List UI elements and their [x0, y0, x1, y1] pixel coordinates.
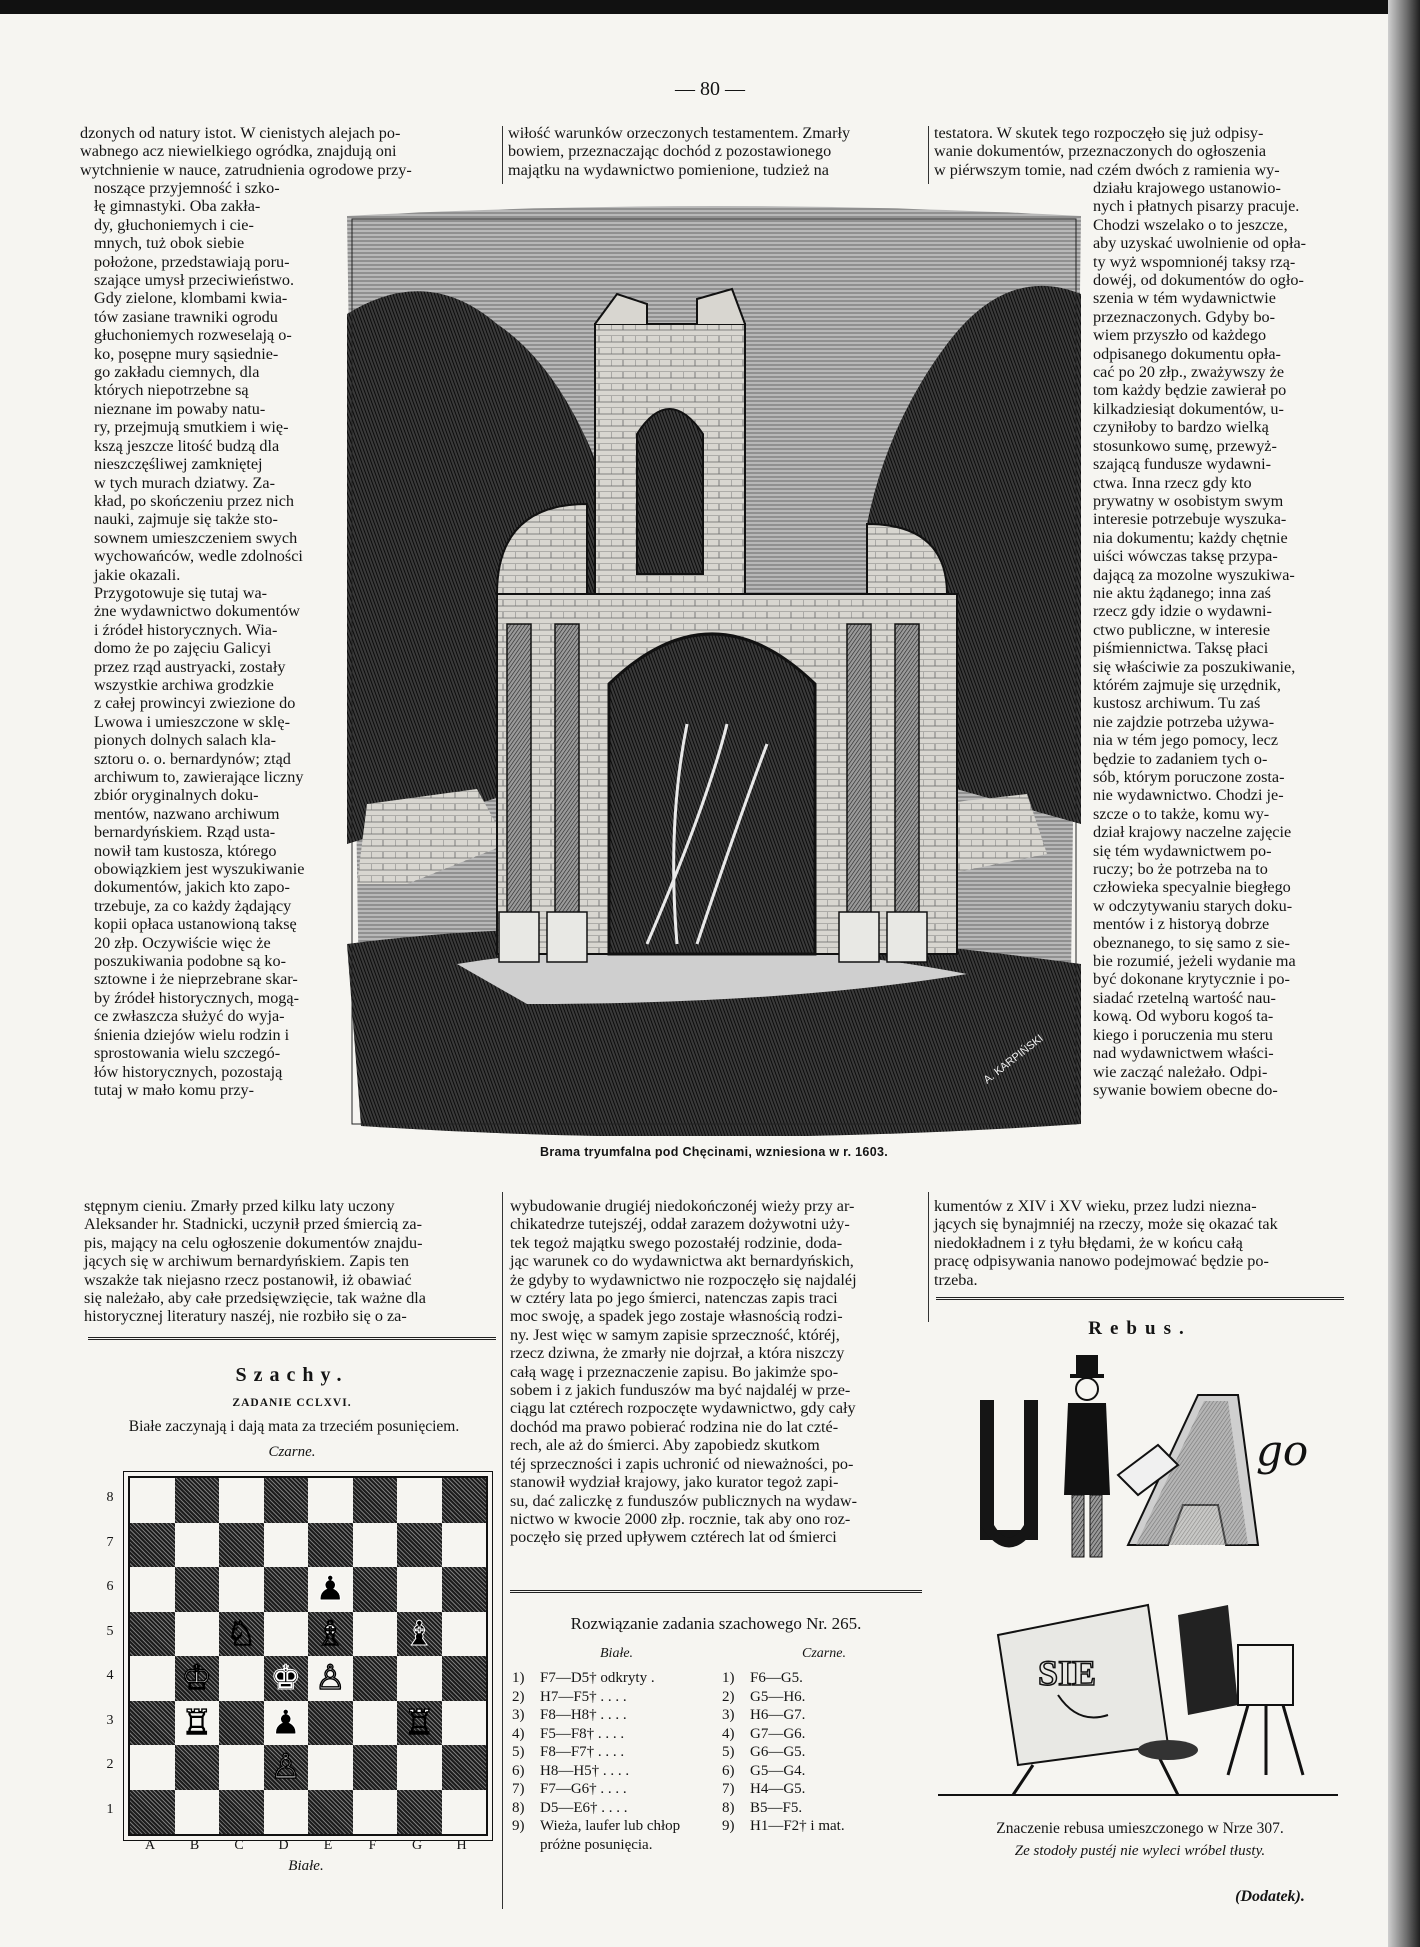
text-line: że gdyby to wydawnictwo nie rozpoczęło się najdaléj [510, 1270, 857, 1289]
text-line: w cztéry lata po jego śmierci, natenczas zapis traci [510, 1289, 838, 1308]
chess-square [308, 1701, 353, 1746]
text-line: rzecz gdy idzie o wydawni- [1093, 602, 1272, 621]
text-line: w odczytywaniu starych doku- [1093, 896, 1293, 915]
rebus-picture [938, 1355, 1338, 1805]
scan-top-edge [0, 0, 1420, 14]
chess-piece-white-bishop: ♗ [315, 1613, 346, 1654]
chess-square [130, 1656, 175, 1701]
text-line: łę gimnastyki. Oba zakła- [94, 197, 261, 216]
text-line: nad wydawnictwem właści- [1093, 1044, 1274, 1063]
text-line: trzebuje, za co każdy żądający [94, 896, 292, 915]
solution-black-number: 2) [722, 1688, 735, 1705]
text-line: nie wydawnictwo. Chodzi je- [1093, 786, 1284, 805]
text-line: historycznej literatury naszéj, nie rozbiło się o za- [84, 1307, 407, 1326]
text-line: Lwowa i umieszczone w sklę- [94, 712, 290, 731]
text-line: by źródeł historycznych, mogą- [94, 988, 299, 1007]
solution-white-move: H7—F5† . . . . [540, 1688, 627, 1705]
page-number: — 80 — [675, 78, 745, 100]
left-column-bottom-text [84, 1197, 496, 1326]
text-line: piśmiennictwa. Taksę płaci [1093, 639, 1269, 658]
text-line: ce zwłaszcza służyć do wyja- [94, 1007, 285, 1026]
chess-file-label: E [323, 1838, 333, 1853]
text-line: bowiem, przeznaczając dochód z pozostawionego [508, 142, 832, 161]
chess-rank-label: 1 [106, 1801, 114, 1817]
text-line: się należało, aby całe przedsięwzięcie, tak ważne dla [84, 1289, 426, 1308]
text-line: testatora. W skutek tego rozpoczęło się już odpisy- [934, 124, 1264, 142]
chess-square [353, 1790, 398, 1835]
chess-section-rule [88, 1337, 496, 1340]
solution-black-number: 9) [722, 1818, 735, 1834]
text-line: interesie potrzebuje wyszuka- [1093, 510, 1287, 529]
text-line: tutaj w mało komu przy- [94, 1080, 255, 1099]
text-line: kową. Od wyboru kogoś ta- [1093, 1007, 1274, 1026]
text-line: dochód ma prawo pobierać rodzina nie do lat czté- [510, 1417, 839, 1436]
chess-rank-label: 7 [106, 1534, 114, 1550]
chess-square [397, 1567, 442, 1612]
chess-piece-white-rook: ♖ [181, 1702, 212, 1743]
solution-white-move: D5—E6† . . . . [540, 1799, 628, 1816]
text-line: i źródeł historycznych. Wia- [94, 620, 278, 639]
text-line: sownem umieszczeniem swych [94, 528, 298, 547]
solution-white-move: F7—G6† . . . . [540, 1781, 627, 1797]
text-line: bernardyńskiem. Rząd usta- [94, 823, 276, 842]
chess-square [308, 1478, 353, 1523]
chess-square [397, 1745, 442, 1790]
solution-black-number: 4) [722, 1725, 735, 1742]
text-line: ny. Jest więc w samym zapisie sprzeczność, któréj, [510, 1325, 840, 1344]
text-line: nie aktu żądanego; inna zaś [1093, 583, 1271, 602]
text-line: trzeba. [934, 1270, 978, 1289]
solution-white-header: Białe. [600, 1646, 634, 1661]
chess-square [219, 1745, 264, 1790]
chess-square [353, 1567, 398, 1612]
text-line: ctwa. Inna rzecz gdy kto [1093, 473, 1252, 492]
text-line: poszukiwania podobne są ko- [94, 952, 286, 971]
chess-square [397, 1790, 442, 1835]
text-line: kiego i poruczenia mu steru [1093, 1025, 1273, 1044]
text-line: moc swoję, a spadek jego zostaje własnością rodzi- [510, 1307, 843, 1326]
solution-black-number: 8) [722, 1799, 735, 1816]
text-line: poczęło się przed upływem cztérech lat od śmierci [510, 1528, 837, 1547]
text-line: noszące przyjemność i szko- [94, 179, 280, 197]
gentleman-with-top-hat [1064, 1355, 1110, 1557]
solution-move-number: 5) [512, 1744, 525, 1760]
gate-archway [609, 634, 815, 954]
chess-piece-black-king: ♚ [270, 1658, 301, 1698]
chess-square [219, 1478, 264, 1523]
chess-piece-white-pawn: ♙ [315, 1658, 346, 1698]
chess-square [219, 1790, 264, 1835]
solution-white-move: H8—H5† . . . . [540, 1762, 630, 1779]
solution-black-move: H1—F2† i mat. [750, 1818, 845, 1834]
middle-column-top-text [508, 124, 922, 179]
text-line: sprostowania wielu szczegó- [94, 1044, 281, 1063]
text-line: niedokładnem i z tyłu błędami, że w końcu całą [934, 1233, 1243, 1252]
chess-square [442, 1612, 487, 1657]
column-rule-left-bottom [502, 1192, 503, 1909]
chess-square [353, 1478, 398, 1523]
text-line: pis, mający na celu ogłoszenie dokumentów znajdu- [84, 1233, 423, 1252]
chess-black-label: Czarne. [268, 1444, 316, 1460]
text-line: w tych murach dziatwy. Za- [94, 473, 275, 492]
middle-column-bottom-text [510, 1197, 922, 1547]
text-line: będzie to zadaniem tych o- [1093, 749, 1268, 768]
text-line: obowiązkiem jest wyszukiwanie [94, 860, 305, 879]
text-line: kustosz archiwum. Tu zaś [1093, 694, 1261, 713]
text-line: Przygotowuje się tutaj wa- [94, 583, 268, 602]
text-line: szającą fundusze wydawni- [1093, 455, 1271, 474]
text-line: domo że po zajęciu Galicyi [94, 639, 272, 658]
easel-text: SIE [1038, 1653, 1097, 1693]
right-column-wrap-text [1093, 179, 1343, 1099]
chess-piece-white-king: ♔ [181, 1658, 212, 1698]
text-line: dzonych od natury istot. W cienistych alejach po- [80, 124, 401, 142]
chess-square [175, 1523, 220, 1568]
solution-black-number: 1) [722, 1670, 735, 1686]
chess-square [442, 1567, 487, 1612]
text-line: tom każdy będzie zawierał po [1093, 381, 1287, 400]
text-line: zbiór oryginalnych doku- [94, 786, 259, 805]
text-line: szające umysł przeciwieństwo. [94, 271, 295, 290]
text-line: stosunkowo sumę, przewyż- [1093, 436, 1277, 455]
chess-square [264, 1523, 309, 1568]
chess-board [128, 1476, 488, 1836]
text-line: sób, którym poruczone zosta- [1093, 768, 1285, 786]
text-line: rzecz dziwna, że zmarły nie dojrzał, a która niszczy [510, 1344, 845, 1363]
text-line: ty wyż wspomnionéj taksy rzą- [1093, 252, 1296, 271]
text-line: dowéj, od dokumentów do ogło- [1093, 271, 1304, 290]
painter-easel-scene [938, 1605, 1338, 1795]
chess-file-label: H [456, 1838, 467, 1853]
text-line: chikatedrze tutejszéj, oddał zarazem dożywotni uży- [510, 1215, 850, 1234]
chess-file-label: F [368, 1838, 377, 1853]
chess-square [219, 1656, 264, 1701]
chess-square [175, 1790, 220, 1835]
text-line: całą wagę i przeznaczenie zapisu. Bo jakimże spo- [510, 1362, 839, 1381]
text-line: siadać rzetelną wartość nau- [1093, 988, 1276, 1007]
column-rule-right-top [928, 126, 929, 184]
illustration-caption: Brama tryumfalna pod Chęcinami, wzniesiona w r. 1603. [540, 1145, 888, 1159]
solution-black-move: G7—G6. [750, 1725, 806, 1742]
solution-black-number: 3) [722, 1707, 735, 1723]
left-column-top-text [80, 124, 496, 179]
text-line: sztowne i że nieprzebrane skar- [94, 970, 298, 989]
text-line: łów historycznych, pozostają [94, 1062, 283, 1081]
chess-square [397, 1523, 442, 1568]
chess-file-label: A [144, 1838, 156, 1853]
text-line: szcze o to także, komu wy- [1093, 804, 1270, 823]
solution-black-move: G5—G4. [750, 1762, 806, 1779]
chess-square [353, 1612, 398, 1657]
chess-piece-black-pawn: ♟ [315, 1569, 346, 1609]
text-line: go zakładu ciemnych, dla [94, 363, 260, 382]
text-line: którém zajmuje się urzędnik, [1093, 675, 1281, 694]
text-line: Gdy zielone, klombami kwia- [94, 289, 288, 308]
solution-white-move: Wieża, laufer lub chłop [540, 1818, 681, 1834]
solution-move-number: 7) [512, 1781, 525, 1797]
supplement-note: (Dodatek). [1235, 1888, 1305, 1905]
chess-square [130, 1523, 175, 1568]
text-line: stępnym cieniu. Zmarły przed kilku laty uczony [84, 1197, 395, 1215]
chess-rank-label: 4 [106, 1668, 114, 1683]
text-line: sobem i z jakich funduszów ma być najdaléj w prze- [510, 1381, 851, 1400]
chess-white-label: Białe. [288, 1858, 324, 1874]
solution-black-move: H6—G7. [750, 1707, 806, 1723]
text-line: cać po 20 złp., zważywszy że [1093, 363, 1285, 382]
text-line: nia w tém jego pomocy, lecz [1093, 731, 1279, 750]
text-line: stanowił wydział krajowy, jako kurator tegoż zapi- [510, 1473, 839, 1492]
chess-square [264, 1567, 309, 1612]
chess-square [175, 1478, 220, 1523]
solution-white-move: F8—H8† . . . . [540, 1707, 627, 1723]
text-line: tek tegoż majątku swego pozostałéj rodzinie, doda- [510, 1233, 843, 1252]
rebus-title: Rebus. [1088, 1318, 1192, 1339]
text-line: dającą za mozolne wyszukiwa- [1093, 565, 1295, 584]
page-gutter-edge [1388, 0, 1420, 1947]
column-rule-left-top [502, 126, 503, 184]
solution-move-number: 8) [512, 1799, 525, 1816]
text-line: Chodzi wszelako o to jeszcze, [1093, 215, 1288, 234]
text-line: głuchoniemych rozweselają o- [94, 326, 292, 345]
chess-file-label: G [411, 1838, 423, 1853]
rebus-answer-title: Znaczenie rebusa umieszczonego w Nrze 307. [996, 1820, 1284, 1837]
solution-white-move: próżne posunięcia. [540, 1836, 653, 1853]
text-line: wiem przyszło od każdego [1093, 326, 1267, 345]
chess-square [219, 1701, 264, 1746]
text-line: wytchnienie w nauce, zatrudnienia ogrodowe przy- [80, 160, 412, 179]
solution-black-move: B5—F5. [750, 1799, 803, 1816]
rebus-section-rule [936, 1297, 1344, 1300]
text-line: téj sprzeczności i zapis uchronić od nieważności, po- [510, 1454, 854, 1473]
text-line: nych i płatnych pisarzy pracuje. [1093, 197, 1300, 216]
text-line: żne wydawnictwo dokumentów [94, 602, 300, 621]
text-line: archiwum to, zawierające liczny [94, 768, 304, 786]
chess-problem-number: ZADANIE CCLXVI. [232, 1397, 352, 1409]
chess-square [397, 1478, 442, 1523]
text-line: kszą jeszcze litość budzą dla [94, 436, 280, 455]
text-line: ry, przejmują smutkiem i wię- [94, 418, 289, 437]
chess-rank-label: 8 [106, 1490, 114, 1505]
text-line: sztoru o. o. bernardynów; ztąd [94, 749, 291, 768]
chess-rank-label: 6 [106, 1579, 114, 1594]
text-line: dy, głuchoniemych i cie- [94, 215, 254, 234]
text-line: działu krajowego ustanowio- [1093, 179, 1281, 197]
text-line: jących się w archiwum bernardyńskiem. Zapis ten [84, 1252, 409, 1271]
chess-square [442, 1790, 487, 1835]
text-line: nictwo w kwocie 2000 złp. rocznie, tak aby ono roz- [510, 1509, 851, 1528]
text-line: sywanie bowiem obecne do- [1093, 1080, 1278, 1099]
text-line: człowieka specyalnie biegłego [1093, 878, 1291, 897]
right-column-top-text [934, 124, 1348, 179]
text-line: wie zacząć należało. Odpi- [1093, 1062, 1268, 1081]
chess-square [219, 1523, 264, 1568]
text-line: nauki, zajmuje się także sto- [94, 510, 278, 529]
engraver-signature: A. KARPIŃSKI [981, 1032, 1046, 1087]
solution-move-number: 3) [512, 1707, 525, 1723]
text-line: kumentów z XIV i XV wieku, przez ludzi niezna- [934, 1197, 1257, 1215]
text-line: nieszczęśliwej zamkniętej [94, 455, 263, 474]
text-line: śnienia dziejów wielu rodzin i [94, 1025, 290, 1044]
chess-piece-white-rook: ♖ [404, 1702, 435, 1743]
triumphal-gate-engraving [347, 204, 1081, 1136]
text-line: nowił tam kustosza, którego [94, 841, 277, 860]
text-line: wszystkie archiwa grodzkie [94, 675, 274, 694]
solution-black-move: H4—G5. [750, 1781, 806, 1797]
text-line: pracę odpisywania nanowo podejmować będzie po- [934, 1252, 1269, 1271]
text-line: jących się bynajmniéj na rzeczy, może się okazać tak [934, 1215, 1278, 1234]
solution-white-move: F7—D5† odkryty . [540, 1670, 655, 1686]
text-line: wybudowanie drugiéj niedokończonéj wieży przy ar- [510, 1197, 855, 1215]
chess-square [130, 1701, 175, 1746]
chess-square [264, 1612, 309, 1657]
text-line: 20 złp. Oczywiście więc że [94, 933, 271, 952]
chess-square [175, 1745, 220, 1790]
text-line: ruczy; bo że potrzeba na to [1093, 860, 1268, 879]
solution-black-move: G6—G5. [750, 1744, 806, 1760]
text-line: wiłość warunków orzeczonych testamentem. Zmarły [508, 124, 851, 142]
chess-square [175, 1612, 220, 1657]
solution-black-header: Czarne. [802, 1646, 846, 1661]
text-line: ctwo publiczne, w interesie [1093, 620, 1271, 639]
text-line: kilkadziesiąt dokumentów, u- [1093, 399, 1284, 418]
solution-section-rule [510, 1590, 922, 1593]
chess-square [130, 1478, 175, 1523]
chess-piece-white-knight: ♘ [226, 1613, 257, 1654]
solution-move-number: 2) [512, 1688, 525, 1705]
text-line: kład, po skończeniu przez nich [94, 491, 295, 510]
chess-square [264, 1790, 309, 1835]
text-line: Aleksander hr. Stadnicki, uczynił przed śmiercią za- [84, 1215, 423, 1234]
text-line: czyniłoby to bardzo wielką [1093, 418, 1269, 437]
text-line: jakie okazali. [94, 565, 181, 584]
solution-black-number: 7) [722, 1781, 735, 1797]
text-line: nie zajdzie potrzeba używa- [1093, 712, 1275, 731]
solution-black-number: 6) [722, 1762, 735, 1779]
chess-piece-black-pawn: ♟ [270, 1702, 301, 1743]
chess-square [442, 1478, 487, 1523]
text-line: przeznaczonych. Gdyby bo- [1093, 307, 1276, 326]
text-line: obeznanego, to się samo z sie- [1093, 933, 1290, 952]
chess-square [442, 1656, 487, 1701]
text-line: majątku na wydawnictwo pomienione, tudzież na [508, 160, 829, 179]
text-line: wszakże tak niejasno rzecz postanowił, iż obawiać [84, 1270, 412, 1289]
text-line: mnych, tuż obok siebie [94, 234, 245, 253]
solution-black-number: 5) [722, 1744, 735, 1760]
text-line: dział krajowy naczelne zajęcie [1093, 823, 1292, 842]
chess-piece-black-bishop: ♝ [404, 1613, 435, 1654]
rebus-answer: Ze stodoły pustéj nie wyleci wróbel tłusty. [1014, 1843, 1266, 1859]
text-line: położone, przedstawiają poru- [94, 252, 290, 271]
text-line: su, dać zaliczkę z funduszów publicznych na wydaw- [510, 1491, 857, 1510]
chess-rank-label: 3 [106, 1712, 114, 1728]
text-line: nieznane im powaby natu- [94, 399, 266, 418]
text-line: jąc warunek co do wydawnictwa akt bernardyńskich, [510, 1252, 854, 1271]
text-line: ciągu lat cztérech rozpoczęte wydawnictwo, gdy cały [510, 1399, 856, 1418]
text-line: ko, posępne mury sąsiednie- [94, 344, 279, 363]
text-line: pionych dolnych salach kla- [94, 731, 277, 750]
text-line: rech, ale aż do śmierci. Aby zapobiedz skutkom [510, 1436, 820, 1455]
text-line: wychowańców, wedle zdolności [94, 547, 303, 566]
chess-square [442, 1523, 487, 1568]
chess-square [353, 1656, 398, 1701]
text-line: z całej prowincyi zwiezione do [94, 694, 296, 713]
column-rule-right-bottom [928, 1192, 929, 1322]
text-line: nia dokumentu; każdy chętnie [1093, 528, 1288, 547]
text-line: bie rozumié, jeżeli wydanie ma [1093, 952, 1296, 971]
text-line: przez rząd austryacki, zostały [94, 657, 286, 676]
chess-piece-white-pawn: ♙ [270, 1747, 301, 1787]
chess-square [130, 1567, 175, 1612]
solution-move-number: 4) [512, 1725, 525, 1742]
chess-square [308, 1523, 353, 1568]
text-line: w piérwszym tomie, nad czém dwóch z ramienia wy- [934, 160, 1280, 179]
chess-square [442, 1745, 487, 1790]
chess-instruction: Białe zaczynają i dają mata za trzeciém posunięciem. [128, 1418, 460, 1435]
rebus-letter-a [1118, 1395, 1258, 1545]
gate-niche [637, 409, 703, 574]
text-line: kopii opłaca ustanowioną taksę [94, 915, 297, 934]
solution-white-move: F8—F7† . . . . [540, 1744, 625, 1760]
text-line: wabnego acz niewielkiego ogródka, znajdują oni [80, 142, 397, 161]
chess-square [353, 1745, 398, 1790]
chess-square [175, 1567, 220, 1612]
chess-square [264, 1478, 309, 1523]
solution-move-number: 1) [512, 1670, 525, 1686]
text-line: tów zasiane trawniki ogrodu [94, 307, 278, 326]
left-column-wrap-text [94, 179, 328, 1099]
solution-white-move: F5—F8† . . . . [540, 1725, 625, 1742]
text-line: się tém wydawnictwem po- [1093, 841, 1272, 860]
text-line: być dokonane krytycznie i po- [1093, 970, 1290, 989]
right-column-bottom-text [934, 1197, 1348, 1289]
chess-file-label: D [278, 1838, 289, 1853]
solution-black-move: F6—G5. [750, 1670, 803, 1686]
chess-square [308, 1745, 353, 1790]
text-line: wanie dokumentów, przeznaczonych do ogłoszenia [934, 142, 1267, 161]
text-line: szenia w tém wydawnictwie [1093, 289, 1276, 308]
solution-move-number: 6) [512, 1762, 525, 1779]
text-line: się właściwie za poszukiwanie, [1093, 657, 1296, 676]
solution-move-number: 9) [512, 1818, 525, 1834]
text-line: odpisanego dokumentu opła- [1093, 344, 1281, 363]
solution-title: Rozwiązanie zadania szachowego Nr. 265. [570, 1614, 862, 1633]
chess-title: Szachy. [235, 1364, 349, 1386]
text-line: aby uzyskać uwolnienie od opła- [1093, 234, 1307, 253]
chess-file-label: B [189, 1838, 200, 1853]
rebus-script-text: go [1256, 1426, 1309, 1475]
chess-square [130, 1612, 175, 1657]
chess-square [442, 1701, 487, 1746]
solution-black-move: G5—H6. [750, 1688, 806, 1705]
text-line: dokumentów, jakich kto zapo- [94, 878, 290, 897]
chess-square [130, 1790, 175, 1835]
chess-file-label: C [234, 1838, 244, 1853]
chess-rank-label: 2 [106, 1757, 114, 1772]
chess-square [397, 1656, 442, 1701]
text-line: których niepotrzebne są [94, 381, 249, 400]
text-line: prywatny w osobistym swym [1093, 491, 1284, 510]
text-line: mentów i z historyą dobrze [1093, 915, 1270, 934]
text-line: mentów, nazwano archiwum [94, 804, 280, 823]
chess-square [130, 1745, 175, 1790]
text-line: uiści wówczas taksę przypa- [1093, 547, 1278, 566]
chess-square [219, 1567, 264, 1612]
chess-square [353, 1701, 398, 1746]
chess-square [353, 1523, 398, 1568]
chess-square [308, 1790, 353, 1835]
chess-rank-label: 5 [106, 1623, 114, 1639]
